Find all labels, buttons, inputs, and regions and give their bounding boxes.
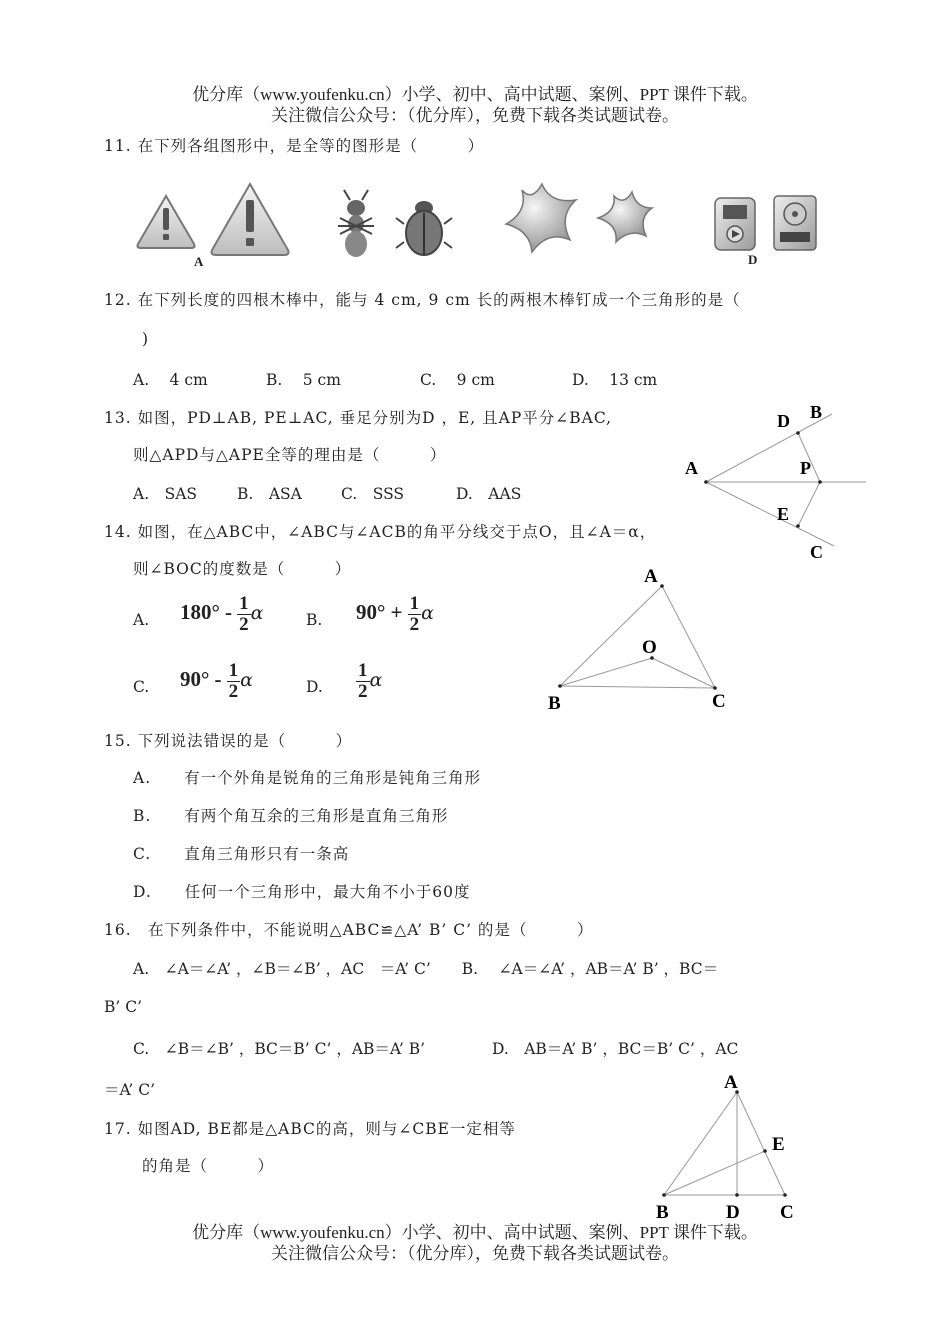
q14-d-frac: $\frac{1}{2}$	[358, 660, 368, 702]
q14-option-a	[180, 594, 263, 635]
q12-option-b: B. 5 cm	[266, 371, 341, 389]
header-line-1: 优分库（www.youfenku.cn）小学、初中、高中试题、案例、PPT 课件下载。	[192, 85, 758, 104]
q14-b-op: +	[390, 600, 403, 624]
q16-options-ab-cont: B’ C’	[104, 998, 143, 1016]
q17-stem: 17. 如图AD, BE都是△ABC的高，则与∠CBE一定相等	[104, 1120, 516, 1138]
q15-option-a: A. 有一个外角是锐角的三角形是钝角三角形	[133, 769, 482, 787]
dvd-icon	[774, 196, 816, 250]
q14-b-lead: 90°	[356, 600, 386, 624]
q14-option-b-letter: B.	[306, 611, 323, 629]
q14-a-lead: 180°	[180, 600, 220, 624]
q12-stem-cont: )	[142, 330, 150, 348]
q13-label-c: C	[810, 542, 823, 562]
q11-figures	[130, 178, 850, 270]
q13-option-b: B. ASA	[237, 485, 302, 503]
q17-label-b: B	[656, 1202, 669, 1223]
q11-label-a: A	[194, 254, 204, 269]
star-icon	[506, 184, 576, 252]
q14-label-c: C	[712, 691, 726, 712]
q14-label-a: A	[644, 566, 658, 587]
q13-option-d: D. AAS	[456, 485, 522, 503]
q14-b-alpha: α	[421, 602, 434, 624]
q14-a-op: -	[225, 600, 232, 624]
q13-option-c: C. SSS	[341, 485, 405, 503]
q11-stem: 11. 在下列各组图形中，是全等的图形是（ ）	[104, 137, 485, 155]
q15-stem: 15. 下列说法错误的是（ ）	[104, 732, 353, 750]
beetle-icon	[396, 201, 452, 255]
q13-label-b: B	[810, 402, 823, 422]
star-icon	[598, 192, 652, 242]
q14-c-frac: $\frac{1}{2}$	[228, 660, 239, 702]
q14-option-d	[356, 661, 382, 702]
q13-label-d: D	[777, 411, 790, 431]
q16-options-cd-cont: ＝A’ C’	[104, 1081, 156, 1099]
q17-stem-2: 的角是（ ）	[142, 1157, 275, 1175]
q12-option-d: D. 13 cm	[572, 371, 658, 389]
q12-stem: 12. 在下列长度的四根木棒中，能与 4 cm, 9 cm 长的两根木棒钉成一个三角形的是（	[104, 291, 741, 309]
q13-label-p: P	[800, 458, 811, 478]
q14-d-alpha: α	[369, 669, 383, 691]
q17-label-a: A	[724, 1072, 738, 1093]
q12-option-c: C. 9 cm	[420, 371, 495, 389]
footer-line-1: 优分库（www.youfenku.cn）小学、初中、高中试题、案例、PPT 课件下载。	[192, 1223, 758, 1242]
ant-icon	[338, 190, 374, 257]
q13-figure	[680, 398, 870, 566]
q14-option-d-letter: D.	[306, 678, 323, 696]
q13-option-a: A. SAS	[133, 485, 198, 503]
q14-label-b: B	[548, 693, 561, 714]
q14-a-alpha: α	[250, 602, 264, 624]
q14-a-frac: $\frac{1}{2}$	[239, 593, 249, 635]
q17-label-d: D	[726, 1202, 740, 1223]
q13-stem: 13. 如图，PD⊥AB, PE⊥AC, 垂足分别为D ，E, 且AP平分∠BAC,	[104, 409, 613, 427]
q14-label-o: O	[642, 637, 657, 658]
q14-option-c-letter: C.	[133, 678, 150, 696]
q13-stem-2: 则△APD与△APE全等的理由是（ ）	[133, 446, 447, 464]
q14-option-a-letter: A.	[133, 611, 150, 629]
q17-figure	[640, 1068, 810, 1228]
q14-c-op: -	[214, 667, 222, 691]
warning-icon	[212, 184, 289, 255]
q14-stem: 14. 如图，在△ABC中，∠ABC与∠ACB的角平分线交于点O，且∠A＝α，	[104, 523, 657, 541]
q14-option-c	[180, 661, 253, 702]
q17-label-c: C	[780, 1202, 794, 1223]
q15-option-c: C. 直角三角形只有一条高	[133, 845, 350, 863]
q14-c-lead: 90°	[180, 667, 210, 691]
media-player-icon	[715, 198, 755, 250]
q14-b-frac: $\frac{1}{2}$	[409, 593, 420, 635]
q16-stem: 16. 在下列条件中，不能说明△ABC≌△A’ B’ C’ 的是（ ）	[104, 921, 594, 939]
warning-icon	[137, 196, 194, 248]
q16-options-cd: C. ∠B＝∠B’ ，BC＝B’ C’ ，AB＝A’ B’ D. AB＝A’ B’ ，BC＝B’ C’ ，AC	[133, 1040, 739, 1058]
q14-stem-2: 则∠BOC的度数是（ ）	[133, 560, 352, 578]
q11-label-d: D	[748, 252, 758, 267]
q14-c-alpha: α	[240, 669, 253, 691]
q15-option-b: B. 有两个角互余的三角形是直角三角形	[133, 807, 449, 825]
q13-label-e: E	[777, 504, 790, 524]
header-line-2: 关注微信公众号：（优分库），免费下载各类试题试卷。	[271, 106, 679, 125]
q13-label-a: A	[685, 458, 698, 478]
q14-option-b	[356, 594, 434, 635]
q15-option-d: D. 任何一个三角形中，最大角不小于60度	[133, 883, 471, 901]
q16-options-ab: A. ∠A＝∠A’ ，∠B＝∠B’ ，AC ＝A’ C’ B. ∠A＝∠A’ ，AB＝A’ B’ ，BC＝	[133, 960, 719, 978]
q12-option-a: A. 4 cm	[133, 371, 208, 389]
footer-line-2: 关注微信公众号：（优分库），免费下载各类试题试卷。	[271, 1244, 679, 1263]
q17-label-e: E	[772, 1134, 785, 1155]
q14-figure	[540, 560, 740, 720]
